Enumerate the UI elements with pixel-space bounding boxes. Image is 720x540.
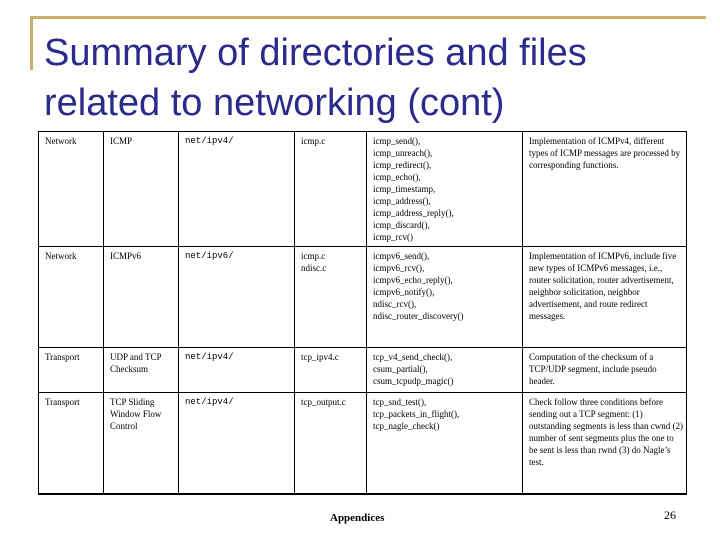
description-cell: Check follow three conditions before sending out a TCP segment: (1) outstanding segments is less than cwnd (2) number of sent segments plus the one to be sent is less than rwnd (3) do Nagle’s test. bbox=[523, 393, 687, 494]
table-row bbox=[39, 247, 687, 348]
description-cell: Computation of the checksum of a TCP/UDP segment, include pseudo header. bbox=[523, 348, 687, 393]
description-cell: Implementation of ICMPv6, include five new types of ICMPv6 messages, i.e., router solicitation, router advertisement, neighbor solicitation, neighbor advertisement, and route redirect messages. bbox=[523, 247, 687, 348]
description-cell: Implementation of ICMPv4, different types of ICMP messages are processed by corresponding functions. bbox=[523, 132, 687, 247]
table-row bbox=[39, 132, 687, 247]
layer-cell: Transport bbox=[39, 393, 104, 494]
functions-cell: icmp_send(), icmp_unreach(), icmp_redirect(), icmp_echo(), icmp_timestamp, icmp_address(), icmp_address_reply(), icmp_discard(), icmp_rcv() bbox=[367, 132, 523, 247]
footer-label: Appendices bbox=[330, 512, 385, 524]
directory-cell: net/ipv4/ bbox=[179, 348, 295, 393]
slide-title-line-1: Summary of directories and files bbox=[44, 32, 587, 74]
directory-cell: net/ipv4/ bbox=[179, 393, 295, 494]
protocol-cell: ICMPv6 bbox=[104, 247, 179, 348]
files-cell: icmp.c ndisc.c bbox=[295, 247, 367, 348]
page-number: 26 bbox=[664, 508, 676, 522]
table-row bbox=[39, 348, 687, 393]
protocol-cell: TCP Sliding Window Flow Control bbox=[104, 393, 179, 494]
slide-title bbox=[44, 28, 587, 128]
layer-cell: Network bbox=[39, 247, 104, 348]
layer-cell: Transport bbox=[39, 348, 104, 393]
functions-cell: icmpv6_send(), icmpv6_rcv(), icmpv6_echo_reply(), icmpv6_notify(), ndisc_rcv(), ndisc_router_discovery() bbox=[367, 247, 523, 348]
directory-cell: net/ipv4/ bbox=[179, 132, 295, 247]
files-cell: tcp_ipv4.c bbox=[295, 348, 367, 393]
protocol-cell: ICMP bbox=[104, 132, 179, 247]
table-row bbox=[39, 393, 687, 494]
layer-cell: Network bbox=[39, 132, 104, 247]
slide-title-line-2: related to networking (cont) bbox=[44, 82, 505, 124]
directory-cell: net/ipv6/ bbox=[179, 247, 295, 348]
files-cell: tcp_output.c bbox=[295, 393, 367, 494]
protocol-cell: UDP and TCP Checksum bbox=[104, 348, 179, 393]
files-cell: icmp.c bbox=[295, 132, 367, 247]
functions-cell: tcp_snd_test(), tcp_packets_in_flight(), tcp_nagle_check() bbox=[367, 393, 523, 494]
networking-files-table bbox=[38, 131, 687, 495]
functions-cell: tcp_v4_send_check(), csum_partial(), csum_tcpudp_magic() bbox=[367, 348, 523, 393]
